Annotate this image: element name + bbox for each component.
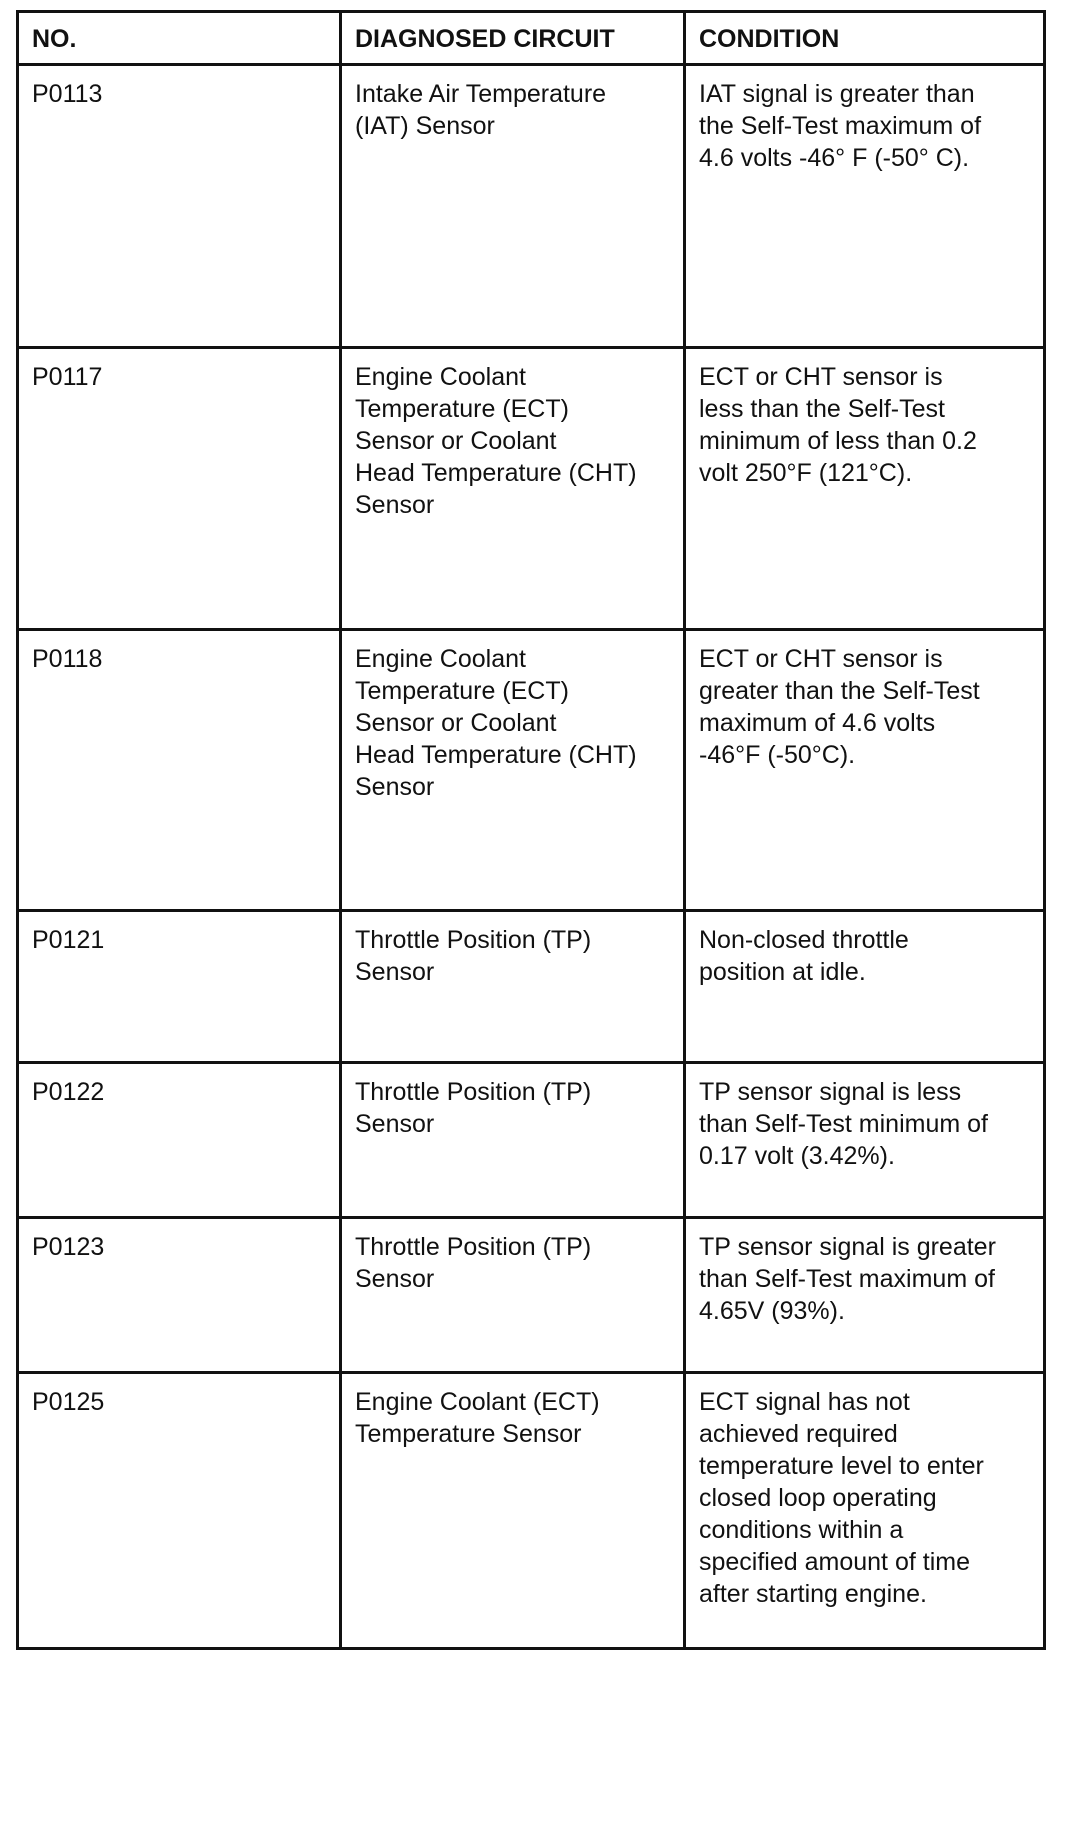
table-row [18,630,1045,911]
cell-condition: ECT or CHT sensor is greater than the Self-Test maximum of 4.6 volts -46°F (-50°C). [685,630,1045,911]
column-header-diagnosed-circuit: DIAGNOSED CIRCUIT [341,12,685,65]
diagnostic-trouble-code-table [16,10,1046,1650]
cell-diagnosed-circuit: Throttle Position (TP) Sensor [341,911,685,1063]
column-header-no: NO. [18,12,341,65]
cell-code: P0118 [18,630,341,911]
column-header-condition: CONDITION [685,12,1045,65]
table-row [18,1218,1045,1373]
cell-diagnosed-circuit: Throttle Position (TP) Sensor [341,1218,685,1373]
cell-code: P0117 [18,348,341,630]
table-row [18,1063,1045,1218]
table-header [18,12,1045,65]
cell-diagnosed-circuit: Engine Coolant (ECT) Temperature Sensor [341,1373,685,1649]
cell-condition: TP sensor signal is less than Self-Test minimum of 0.17 volt (3.42%). [685,1063,1045,1218]
table-row [18,348,1045,630]
cell-condition: TP sensor signal is greater than Self-Test maximum of 4.65V (93%). [685,1218,1045,1373]
table-row [18,911,1045,1063]
cell-diagnosed-circuit: Intake Air Temperature (IAT) Sensor [341,65,685,348]
cell-diagnosed-circuit: Engine Coolant Temperature (ECT) Sensor or Coolant Head Temperature (CHT) Sensor [341,348,685,630]
table-row [18,65,1045,348]
cell-code: P0122 [18,1063,341,1218]
cell-code: P0113 [18,65,341,348]
cell-diagnosed-circuit: Engine Coolant Temperature (ECT) Sensor or Coolant Head Temperature (CHT) Sensor [341,630,685,911]
cell-code: P0125 [18,1373,341,1649]
cell-code: P0123 [18,1218,341,1373]
cell-condition: ECT signal has not achieved required temperature level to enter closed loop operating conditions within a specified amount of time after starting engine. [685,1373,1045,1649]
cell-condition: IAT signal is greater than the Self-Test maximum of 4.6 volts -46° F (-50° C). [685,65,1045,348]
cell-condition: Non-closed throttle position at idle. [685,911,1045,1063]
table-body [18,65,1045,1649]
cell-condition: ECT or CHT sensor is less than the Self-Test minimum of less than 0.2 volt 250°F (121°C). [685,348,1045,630]
cell-code: P0121 [18,911,341,1063]
cell-diagnosed-circuit: Throttle Position (TP) Sensor [341,1063,685,1218]
header-row [18,12,1045,65]
table-row [18,1373,1045,1649]
